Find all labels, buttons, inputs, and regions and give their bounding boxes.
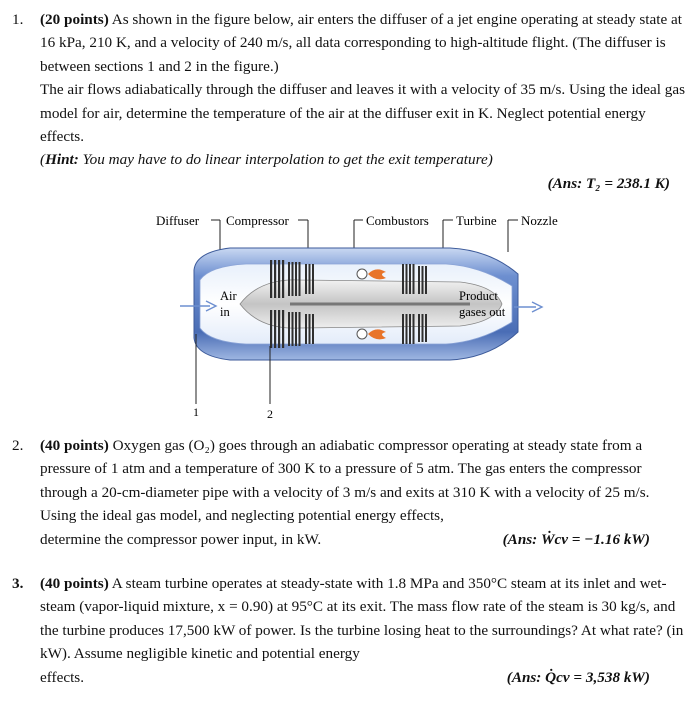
problem-1-body [40,8,688,195]
problem-2-answer: (Ans: Ẇcv = −1.16 kW) [502,530,650,548]
section-2-label: 2 [267,407,273,421]
problem-3-paragraph [40,572,688,666]
label-air: Air [220,289,237,303]
jet-engine-figure [150,208,570,423]
problem-2-last-row [40,528,688,551]
problem-2-body [40,434,688,551]
problem-2-text: Oxygen gas (O₂) goes through an adiabatic compressor operating at steady state from a pressure of 1 atm and a temperature of 300 K to a pressure of 5 atm. The gas enters the compressor through a 20-cm-diameter pipe with a velocity of 3 m/s and exits at 310 K with a velocity of 25 m/s. Using the ideal gas model, and neglecting potential energy effects, [40,437,650,525]
label-compressor: Compressor [226,213,289,228]
label-gases-out: gases out [459,305,506,319]
label-product: Product [459,289,498,303]
problem-1-paragraph-2 [40,78,688,148]
problem-2-paragraph [40,434,688,528]
problem-2-last-line: determine the compressor power input, in kW. [40,530,322,548]
problem-3-points: (40 points) [40,575,109,592]
problem-3-answer: (Ans: Q̇cv = 3,538 kW) [506,668,650,686]
label-turbine: Turbine [456,213,497,228]
problem-1-number: 1. [12,11,24,28]
problem-1 [12,8,688,195]
hint-label: Hint: [45,151,79,169]
problem-1-points: (20 points) [40,11,109,28]
problem-3-text: A steam turbine operates at steady-state with 1.8 MPa and 350°C steam at its inlet and wet-steam (vapor-liquid mixture, x = 0.90) at 95°C at its exit. The mass flow rate of the steam is 30 kg/s, and the turbine produces 17,500 kW of power. Is the turbine losing heat to the surroundings? At what rate? (in kW). Assume negligible kinetic and potential energy [40,575,684,663]
label-diffuser: Diffuser [156,213,200,228]
problem-3-last-row [40,666,688,689]
hint-text: You may have to do linear interpolation to get the exit temperature) [82,151,493,169]
problem-2 [12,434,688,551]
problem-1-text-2: The air flows adiabatically through the diffuser and leaves it with a velocity of 35 m/s. Using the ideal gas model for air, determine the temperature of the air at the diffuser exit in K. Neglect potential energy effects. [40,81,686,146]
problem-1-answer: (Ans: T₂ = 238.1 K) [547,174,670,192]
label-nozzle: Nozzle [521,213,558,228]
label-in: in [220,305,230,319]
problem-3-number: 3. [12,575,24,592]
problem-3 [12,572,688,689]
label-combustors: Combustors [366,213,429,228]
problem-2-points: (40 points) [40,437,109,454]
problem-1-paragraph-1 [40,8,688,78]
section-1-label: 1 [193,405,199,419]
problem-2-number: 2. [12,437,24,454]
problem-3-body [40,572,688,689]
problem-3-last-line: effects. [40,668,84,686]
problem-1-hint: (Hint: You may have to do linear interpolation to get the exit temperature) [40,151,493,169]
problem-1-text-1: As shown in the figure below, air enters the diffuser of a jet engine operating at steady state at 16 kPa, 210 K, and a velocity of 240 m/s, all data corresponding to high-altitude flight. (The diffuser is between sections 1 and 2 in the figure.) [40,11,682,75]
